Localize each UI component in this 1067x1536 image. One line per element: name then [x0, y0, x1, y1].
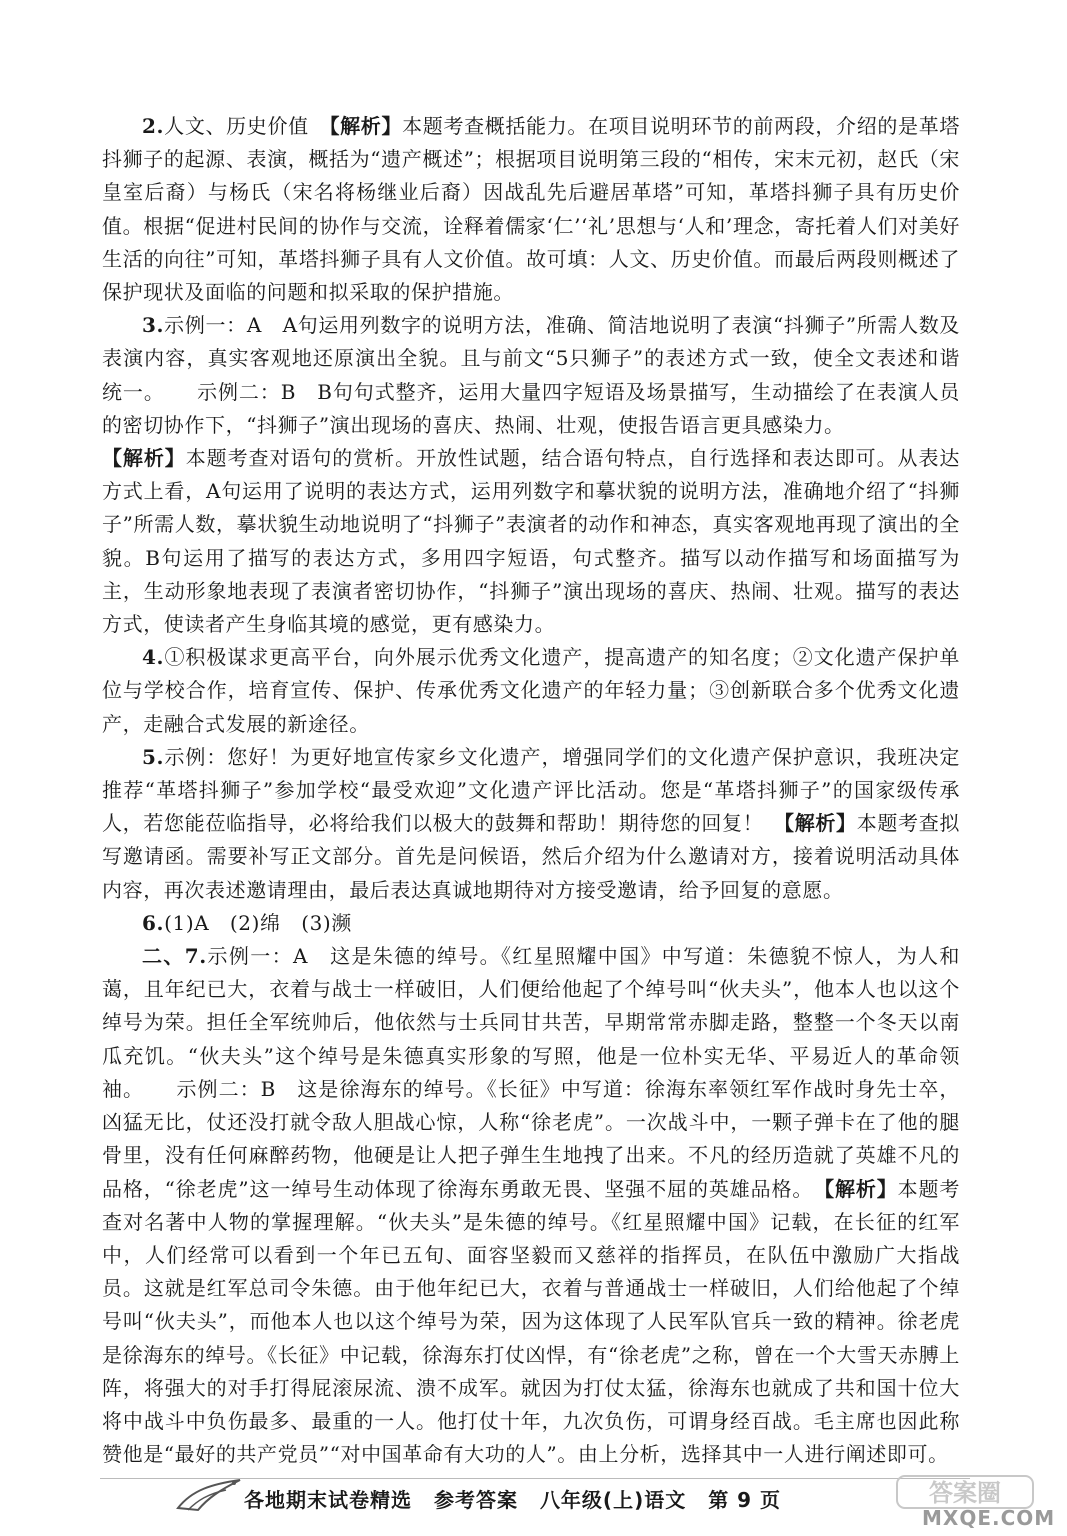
answer-text: ①积极谋求更高平台，向外展示优秀文化遗产，提高遗产的知名度；②文化遗产保护单位与学校合作，培育宣传、保护、传承优秀文化遗产的年轻力量；③创新联合多个优秀文化遗产，走融合式发展的新途径。 [102, 645, 960, 736]
footer-page-number: 第 9 页 [708, 1488, 782, 1512]
analysis-text: 本题考查概括能力。在项目说明环节的前两段，介绍的是革塔抖狮子的起源、表演，概括为“遗产概述”；根据项目说明第三段的“相传，宋末元初，赵氏（宋皇室后裔）与杨氏（宋名将杨继业后裔）因战乱先后避居革塔”可知，革塔抖狮子具有历史价值。根据“促进村民间的协作与交流，诠释着儒家‘仁’‘礼’思想与‘人和’理念，寄托着人们对美好生活的向往”可知，革塔抖狮子具有人文价值。故可填：人文、历史价值。而最后两段则概述了保护现状及面临的问题和拟采取的保护措施。 [102, 114, 960, 305]
analysis-tag: 【解析】 [329, 114, 403, 138]
footer-section: 参考答案 [433, 1488, 518, 1512]
example-two: 示例二：B 这是徐海东的绰号。《长征》中写道：徐海东率领红军作战时身先士卒，凶猛无比，仗还没打就令敌人胆战心惊，人称“徐老虎”。一次战斗中，一颗子弹卡在了他的腿骨里，没有任何麻醉药物，他硬是让人把子弹生生地拽了出来。不凡的经历造就了英雄不凡的品格，“徐老虎”这一绰号生动体现了徐海东勇敢无畏、坚强不屈的英雄品格。 [102, 1076, 961, 1201]
watermark-url: MXQE.COM [922, 1506, 1056, 1530]
question-number: 3. [142, 313, 165, 338]
footer-book-title: 各地期末试卷精选 [244, 1488, 412, 1512]
answer-text: (1)A (2)绵 (3)濒 [164, 910, 352, 935]
analysis-tag: 【解析】 [784, 811, 857, 836]
analysis-text: 本题考查对语句的赏析。开放性试题，结合语句特点，自行选择和表达即可。从表达方式上看，A句运用了说明的表达方式，运用列数字和摹状貌的说明方法，准确地介绍了“抖狮子”所需人数，摹状貌生动地说明了“抖狮子”表演者的动作和神态，真实客观地再现了演出的全貌。B句运用了描写的表达方式，多用四字短语，句式整齐。描写以动作描写和场面描写为主，生动形象地表现了表演者密切协作，“抖狮子”演出现场的喜庆、热闹、壮观。描写的表达方式，使读者产生身临其境的感觉，更有感染力。 [102, 446, 961, 637]
answer-q7 [102, 940, 960, 1471]
answer-q6 [102, 907, 960, 940]
bird-logo-icon [168, 1470, 248, 1518]
question-number: 5. [142, 744, 165, 769]
answer-q3-analysis [102, 442, 960, 641]
example-two: 示例二：B B句句式整齐，运用大量四字短语及场景描写，生动描绘了在表演人员的密切协作下，“抖狮子”演出现场的喜庆、热闹、壮观，使报告语言更具感染力。 [102, 379, 960, 437]
question-number: 4. [142, 645, 165, 670]
answer-q5 [102, 741, 960, 907]
example-one: 示例一：A 这是朱德的绰号。《红星照耀中国》中写道：朱德貌不惊人，为人和蔼，且年纪已大，衣着与战士一样破旧，人们便给他起了个绰号叫“伙夫头”，他本人也以这个绰号为荣。担任全军统帅后，他依然与士兵同甘共苦，早期常常赤脚走路，整整一个冬天以南瓜充饥。“伙夫头”这个绰号是朱德真实形象的写照，他是一位朴实无华、平易近人的革命领袖。 [102, 944, 961, 1101]
answer-head: 人文、历史价值 [164, 114, 330, 138]
analysis-tag: 【解析】 [824, 1176, 898, 1201]
analysis-text: 本题考查对名著中人物的掌握理解。“伙夫头”是朱德的绰号。《红星照耀中国》记载，在长征的红军中，人们经常可以看到一个年已五旬、面容坚毅而又慈祥的指挥员，在队伍中激励广大指战员。这就是红军总司令朱德。由于他年纪已大，衣着与普通战士一样破旧，人们给他起了个绰号叫“伙夫头”，而他本人也以这个绰号为荣，因为这体现了人民军队官兵一致的精神。徐老虎是徐海东的绰号。《长征》中记载，徐海东打仗凶悍，有“徐老虎”之称，曾在一个大雪天赤膊上阵，将强大的对手打得屁滚尿流、溃不成军。就因为打仗太猛，徐海东也就成了共和国十位大将中战斗中负伤最多、最重的一人。他打仗十年，九次负伤，可谓身经百战。毛主席也因此称赞他是“最好的共产党员”“对中国革命有大功的人”。由上分析，选择其中一人进行阐述即可。 [102, 1176, 960, 1467]
answer-q2 [102, 110, 960, 309]
answer-content [102, 110, 960, 1471]
watermark-logo-icon [895, 1474, 1035, 1510]
analysis-text: 本题考查拟写邀请函。需要补写正文部分。首先是问候语，然后介绍为什么邀请对方，接着说明活动具体内容，再次表述邀请理由，最后表达真诚地期待对方接受邀请，给予回复的意愿。 [102, 811, 960, 902]
page-footer [0, 1478, 1067, 1536]
watermark-logo-text: 答案圈 [929, 1479, 1001, 1507]
analysis-tag: 【解析】 [102, 446, 186, 471]
footer-text [244, 1484, 795, 1513]
question-number: 2. [142, 114, 165, 138]
answer-q4 [102, 641, 960, 741]
answer-text: 示例：您好！为更好地宣传家乡文化遗产，增强同学们的文化遗产保护意识，我班决定推荐“革塔抖狮子”参加学校“最受欢迎”文化遗产评比活动。您是“革塔抖狮子”的国家级传承人，若您能莅临指导，必将给我们以极大的鼓舞和帮助！期待您的回复！ [102, 744, 960, 836]
answer-q3 [102, 309, 960, 442]
question-number: 二、7. [142, 944, 207, 969]
footer-grade: 八年级(上)语文 [539, 1488, 687, 1512]
question-number: 6. [142, 910, 165, 935]
example-one: 示例一：A A句运用列数字的说明方法，准确、简洁地说明了表演“抖狮子”所需人数及表演内容，真实客观地还原演出全貌。且与前文“5只狮子”的表述方式一致，使全文表述和谐统一。 [102, 313, 960, 404]
